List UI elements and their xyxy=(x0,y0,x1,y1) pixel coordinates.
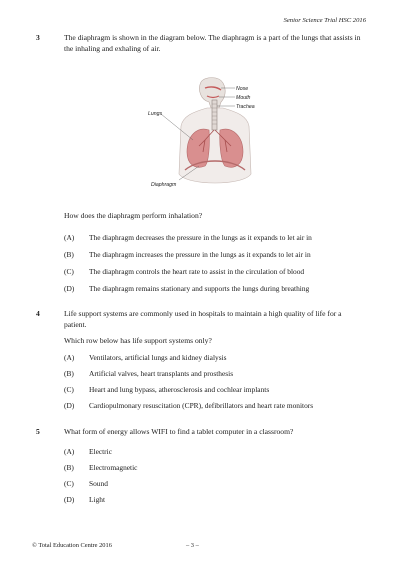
question-5-option-c xyxy=(64,479,108,488)
option-label: (C) xyxy=(64,385,74,394)
question-3-text: The diaphragm is shown in the diagram below. The diaphragm is a part of the lungs that assists in the inhaling and exhaling of air. xyxy=(64,33,361,53)
label-diaphragm: Diaphragm xyxy=(151,182,177,188)
option-label: (B) xyxy=(64,369,74,378)
label-trachea: Trachea xyxy=(236,104,255,110)
question-5-text: What form of energy allows WIFI to find a tablet computer in a classroom? xyxy=(64,427,294,436)
option-label: (D) xyxy=(64,284,75,293)
page-header: Senior Science Trial HSC 2016 xyxy=(283,17,366,24)
question-5-option-d xyxy=(64,495,105,504)
option-text: Sound xyxy=(89,479,108,488)
option-label: (C) xyxy=(64,479,74,488)
question-3-number: 3 xyxy=(36,33,40,42)
question-4-option-d xyxy=(64,401,313,410)
question-4-option-b xyxy=(64,369,233,378)
option-text: The diaphragm controls the heart rate to assist in the circulation of blood xyxy=(89,267,305,276)
question-4-prompt: Which row below has life support systems only? xyxy=(64,336,212,345)
option-text: Light xyxy=(89,495,106,504)
label-lungs: Lungs xyxy=(148,111,163,117)
option-label: (B) xyxy=(64,250,74,259)
option-label: (B) xyxy=(64,463,74,472)
option-text: Ventilators, artificial lungs and kidney dialysis xyxy=(89,353,227,362)
respiratory-diagram xyxy=(143,74,268,196)
option-text: The diaphragm increases the pressure in the lungs as it expands to let air in xyxy=(89,250,311,259)
option-text: The diaphragm remains stationary and supports the lungs during breathing xyxy=(89,284,310,293)
option-label: (D) xyxy=(64,401,75,410)
question-3-prompt: How does the diaphragm perform inhalation? xyxy=(64,211,203,220)
label-nose: Nose xyxy=(236,86,249,92)
question-5-option-a xyxy=(64,447,112,456)
question-3-option-b xyxy=(64,250,311,259)
question-3-option-c xyxy=(64,267,304,276)
question-5-option-b xyxy=(64,463,137,472)
option-text: Cardiopulmonary resuscitation (CPR), defibrillators and heart rate monitors xyxy=(89,401,314,410)
option-label: (A) xyxy=(64,233,75,242)
option-label: (A) xyxy=(64,353,75,362)
option-text: Electric xyxy=(89,447,112,456)
label-mouth: Mouth xyxy=(236,95,251,101)
question-4-option-a xyxy=(64,353,227,362)
question-3-option-a xyxy=(64,233,312,242)
option-label: (A) xyxy=(64,447,75,456)
option-text: Electromagnetic xyxy=(89,463,138,472)
footer-copyright: © Total Education Centre 2016 xyxy=(32,542,112,549)
option-text: Heart and lung bypass, atherosclerosis and cochlear implants xyxy=(89,385,270,394)
option-label: (C) xyxy=(64,267,74,276)
question-4-option-c xyxy=(64,385,269,394)
page-number: – 3 – xyxy=(186,542,199,549)
question-3-option-d xyxy=(64,284,309,293)
question-4-number: 4 xyxy=(36,309,40,318)
question-4-text: Life support systems are commonly used in hospitals to maintain a high quality of life for a patient. xyxy=(64,309,342,329)
option-text: The diaphragm decreases the pressure in the lungs as it expands to let air in xyxy=(89,233,312,242)
question-5-number: 5 xyxy=(36,427,40,436)
option-label: (D) xyxy=(64,495,75,504)
option-text: Artificial valves, heart transplants and prosthesis xyxy=(89,369,234,378)
